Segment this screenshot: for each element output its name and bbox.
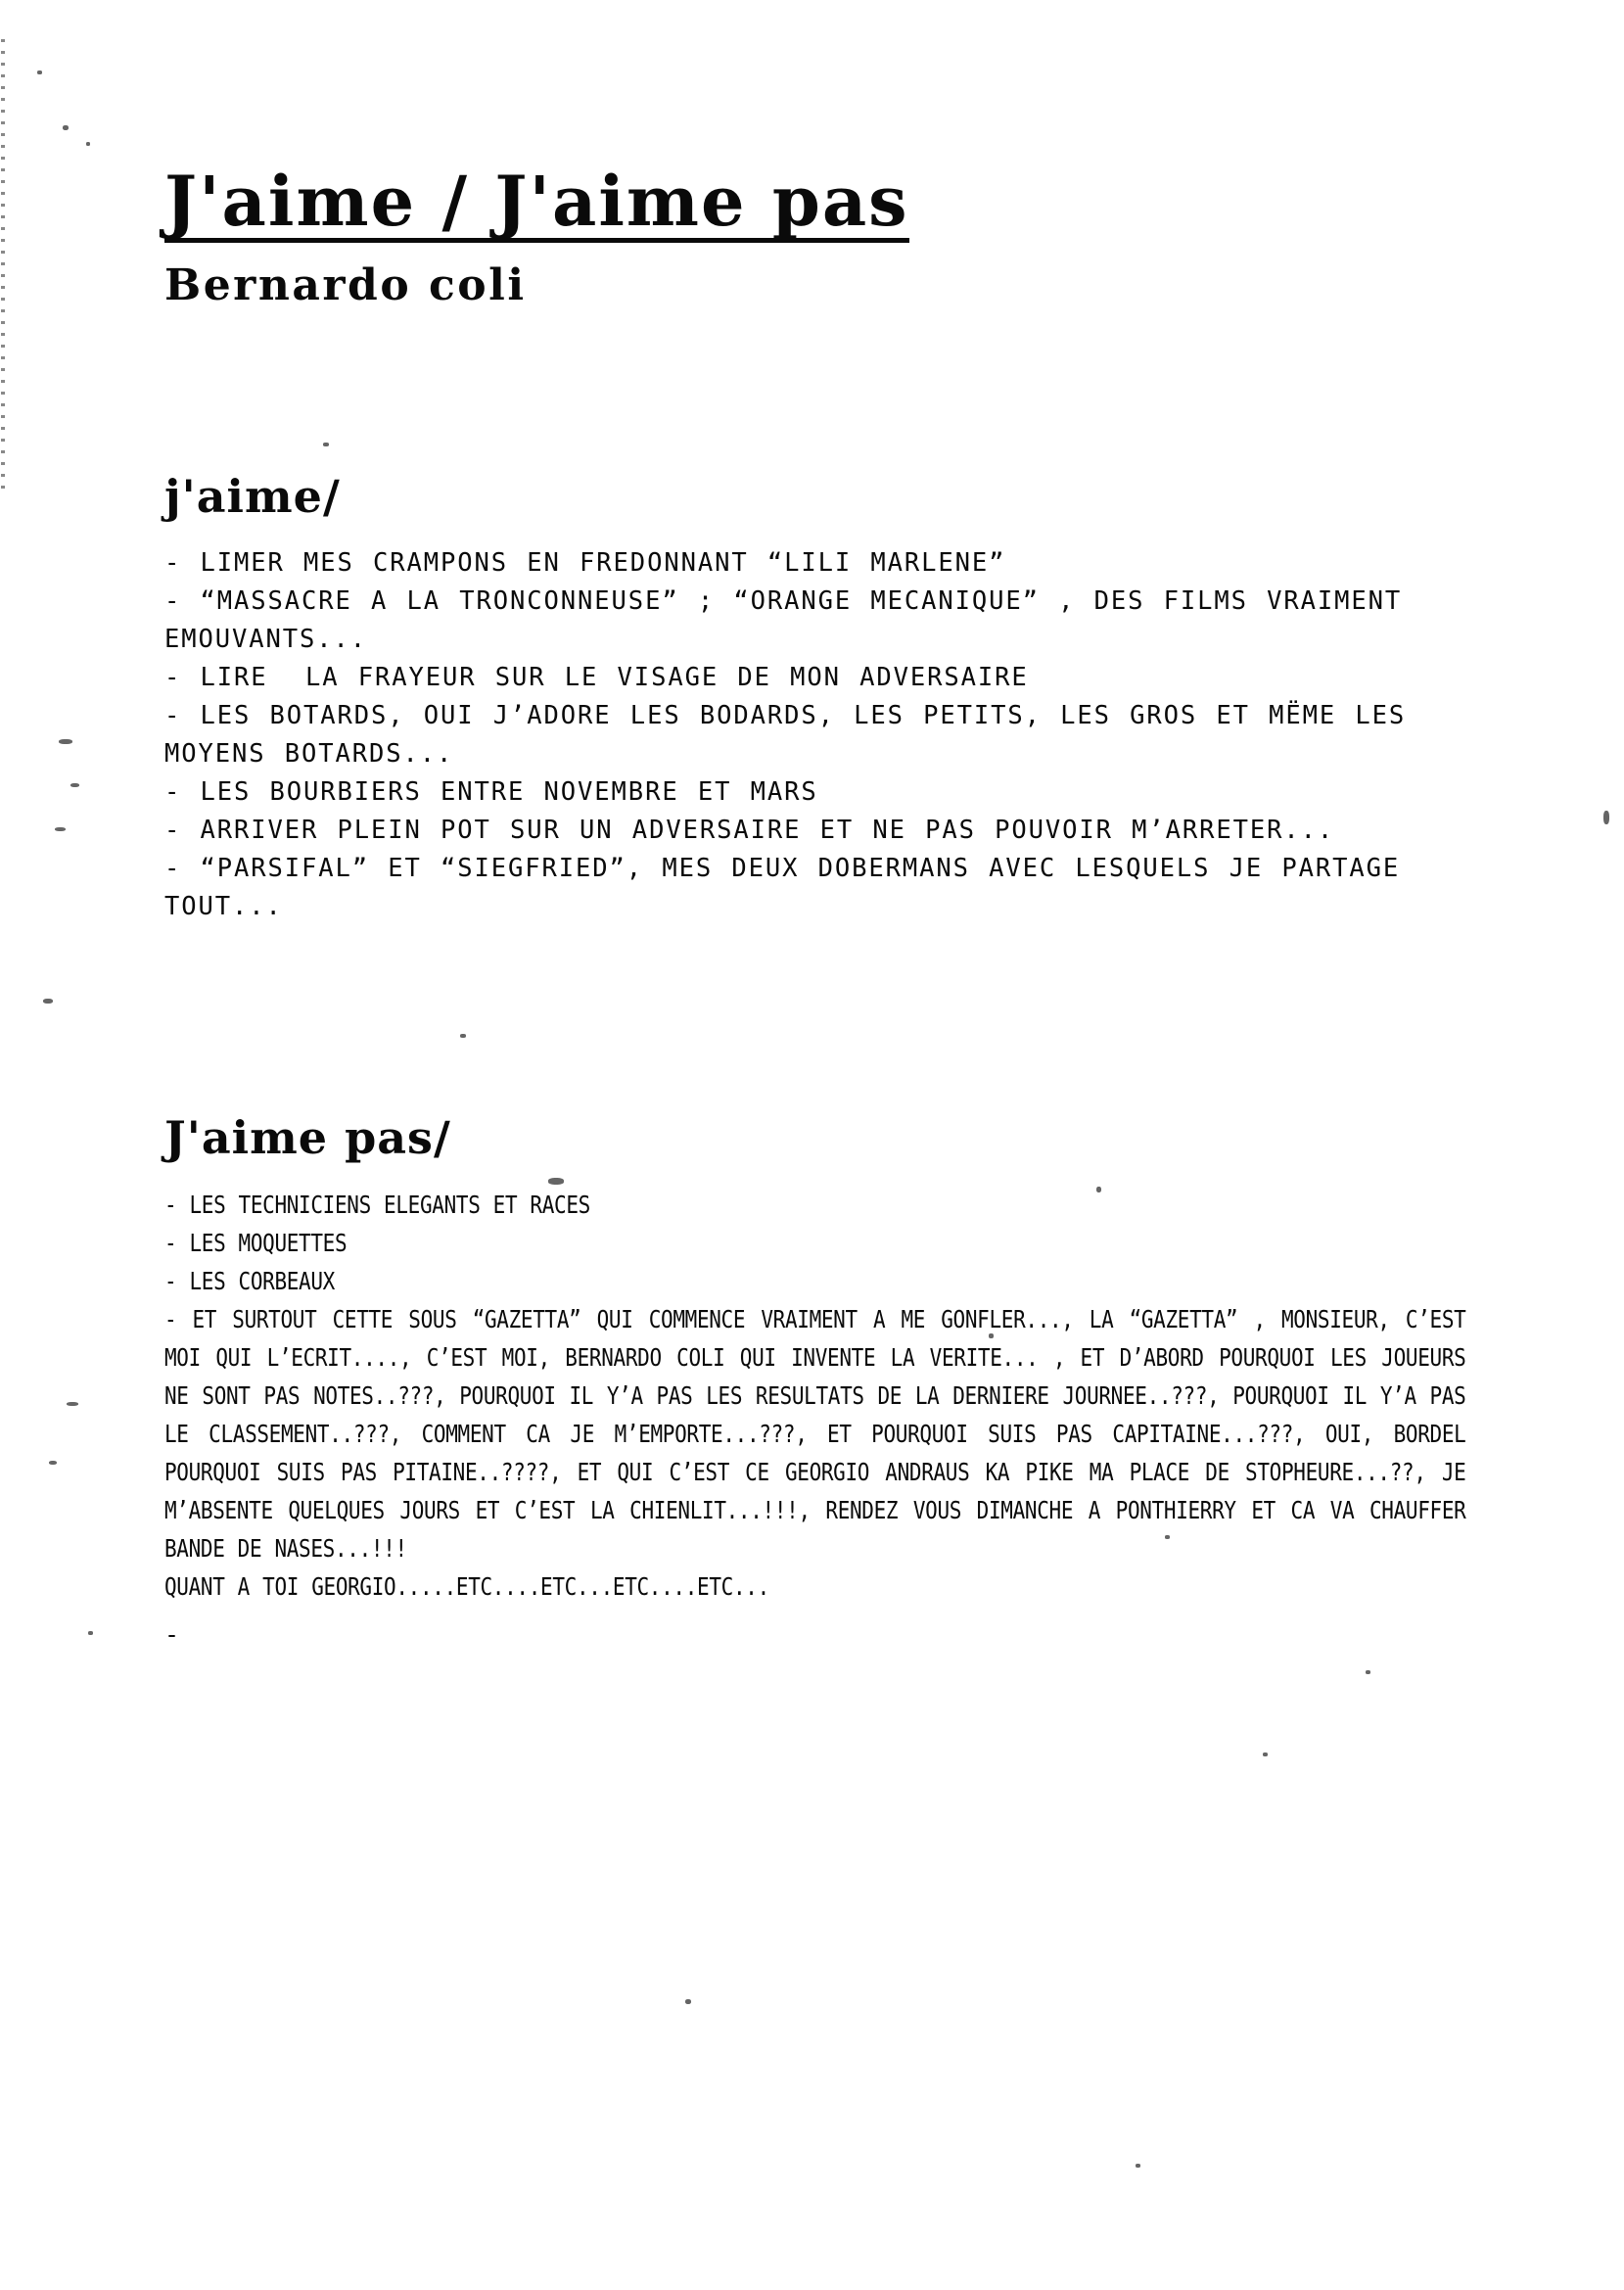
list-item: - ET SURTOUT CETTE SOUS “GAZETTA” QUI COMMENCE VRAIMENT A ME GONFLER..., LA “GAZETTA” , MONSIEUR, C’EST MOI QUI L’ECRIT...., C’EST MOI, BERNARDO COLI QUI INVENTE LA VERITE... , ET D’ABORD POURQUOI LES JOUEURS NE SONT PAS NOTES..???, POURQUOI IL Y’A PAS LES RESULTATS DE LA DERNIERE JOURNEE..???, POURQUOI IL Y’A PAS LE CLASSEMENT..???, COMMENT CA JE M’EMPORTE...???, ET POURQUOI SUIS PAS CAPITAINE...???, OUI, BORDEL POURQUOI SUIS PAS PITAINE..????, ET QUI C’EST CE GEORGIO ANDRAUS KA PIKE MA PLACE DE STOPHEURE...??, JE M’ABSENTE QUELQUES JOURS ET C’EST LA CHIENLIT...!!!, RENDEZ VOUS DIMANCHE A PONTHIERRY ET CA VA CHAUFFER BANDE DE NASES...!!!	[164, 1305, 1479, 1563]
author-byline: Bernardo coli	[164, 260, 527, 311]
list-item: - LES MOQUETTES	[164, 1229, 348, 1257]
list-jaime-pas	[164, 1186, 1479, 1606]
scan-speckle	[1263, 1753, 1268, 1756]
list-item: - LIRE LA FRAYEUR SUR LE VISAGE DE MON ADVERSAIRE	[164, 663, 1029, 692]
list-item: - “PARSIFAL” ET “SIEGFRIED”, MES DEUX DOBERMANS AVEC LESQUELS JE PARTAGE TOUT...	[164, 854, 1419, 921]
scan-speckle	[460, 1034, 466, 1038]
scan-speckle	[55, 827, 66, 831]
list-item: - LIMER MES CRAMPONS EN FREDONNANT “LILI MARLENE”	[164, 548, 1006, 578]
list-item: - ARRIVER PLEIN POT SUR UN ADVERSAIRE ET NE PAS POUVOIR M’ARRETER...	[164, 816, 1335, 845]
scan-speckle	[323, 443, 329, 446]
page-title: J'aime / J'aime pas	[164, 161, 909, 242]
list-jaime	[164, 544, 1466, 926]
section-jaime-pas	[164, 1111, 1479, 1654]
list-item: - LES TECHNICIENS ELEGANTS ET RACES	[164, 1191, 590, 1219]
scan-speckle	[70, 783, 79, 787]
trailing-dash-mark: -	[164, 1620, 180, 1649]
scan-speckle	[37, 70, 42, 74]
list-item: - LES BOTARDS, OUI J’ADORE LES BODARDS, LES PETITS, LES GROS ET MËME LES MOYENS BOTARDS...	[164, 701, 1425, 769]
scan-speckle	[1136, 2164, 1140, 2168]
scan-speckle	[685, 1999, 691, 2004]
scan-speckle	[67, 1402, 78, 1406]
scan-speckle	[86, 142, 90, 146]
scan-edge-artifact	[1, 39, 5, 490]
list-item: QUANT A TOI GEORGIO.....ETC....ETC...ETC....ETC...	[164, 1572, 769, 1601]
scan-speckle	[43, 999, 53, 1004]
scan-speckle	[49, 1461, 57, 1465]
list-item: - “MASSACRE A LA TRONCONNEUSE” ; “ORANGE MECANIQUE” , DES FILMS VRAIMENT EMOUVANTS...	[164, 586, 1421, 654]
document-header	[164, 161, 1457, 311]
scan-speckle	[59, 739, 72, 744]
scan-speckle	[1603, 811, 1609, 824]
list-item: - LES CORBEAUX	[164, 1267, 335, 1295]
scan-speckle	[88, 1631, 93, 1635]
section-jaime	[164, 470, 1466, 926]
scan-speckle	[63, 125, 69, 130]
scan-speckle	[1366, 1670, 1370, 1674]
section-heading-jaime: j'aime/	[164, 470, 341, 523]
list-item: - LES BOURBIERS ENTRE NOVEMBRE ET MARS	[164, 777, 818, 807]
section-heading-jaime-pas: J'aime pas/	[164, 1111, 451, 1164]
